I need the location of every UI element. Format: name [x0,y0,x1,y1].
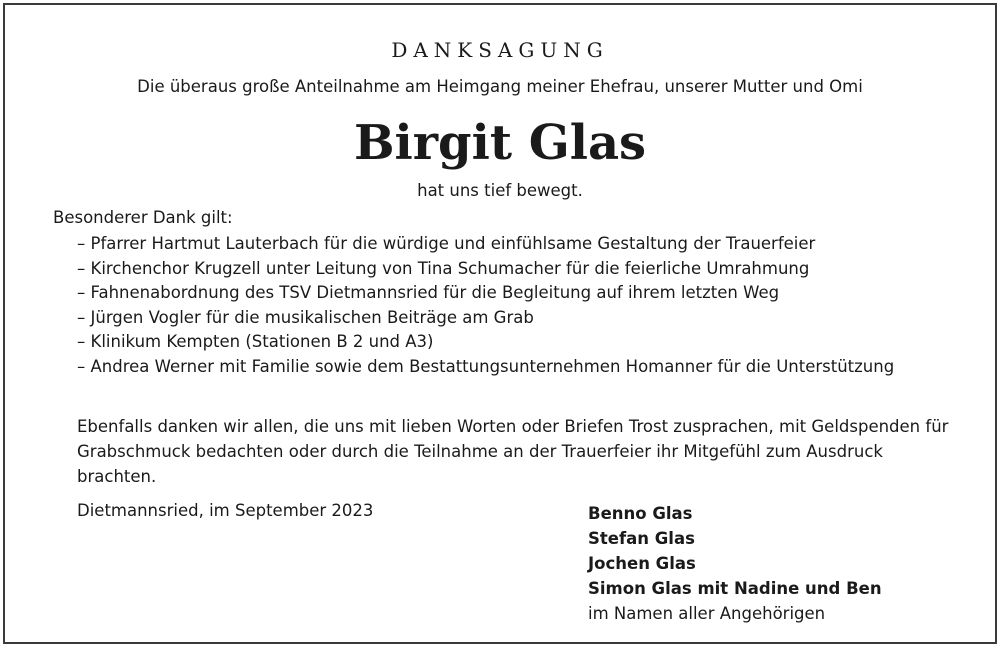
place-date: Dietmannsried, im September 2023 [77,501,374,520]
list-item: – Kirchenchor Krugzell unter Leitung von Tina Schumacher für die feierliche Umrahmung [77,258,810,278]
heading: DANKSAGUNG [391,38,609,62]
ad-frame [3,3,997,644]
signature-note: im Namen aller Angehörigen [588,604,826,623]
signature-name: Stefan Glas [588,529,695,548]
list-item: – Fahnenabordnung des TSV Dietmannsried für die Begleitung auf ihrem letzten Weg [77,283,780,302]
signature-name: Benno Glas [588,504,693,523]
signature-name: Simon Glas mit Nadine und Ben [588,579,882,598]
closing-paragraph: Ebenfalls danken wir allen, die uns mit lieben Worten oder Briefen Trost zusprachen, mit Geldspenden für Grabschmuck bedachten oder durch die Teilnahme an der Trauerfeier ihr Mitgefühl zum Ausdruck brachten. [77,417,949,486]
moved-text: hat uns tief bewegt. [417,181,583,200]
ad-content [5,5,995,642]
thanks-label: Besonderer Dank gilt: [53,208,233,227]
thanks-list [77,232,914,379]
list-item: – Pfarrer Hartmut Lauterbach für die würdige und einfühlsame Gestaltung der Trauerfeier [77,234,816,253]
list-item: – Andrea Werner mit Familie sowie dem Bestattungsunternehmen Homanner für die Unterstützung [77,356,895,376]
list-item: – Klinikum Kempten (Stationen B 2 und A3) [77,332,434,351]
signatures [588,501,882,626]
signature-name: Jochen Glas [588,554,696,573]
list-item: – Jürgen Vogler für die musikalischen Beiträge am Grab [77,307,534,327]
deceased-name: Birgit Glas [353,115,647,171]
intro-text: Die überaus große Anteilnahme am Heimgang meiner Ehefrau, unserer Mutter und Omi [137,77,863,96]
